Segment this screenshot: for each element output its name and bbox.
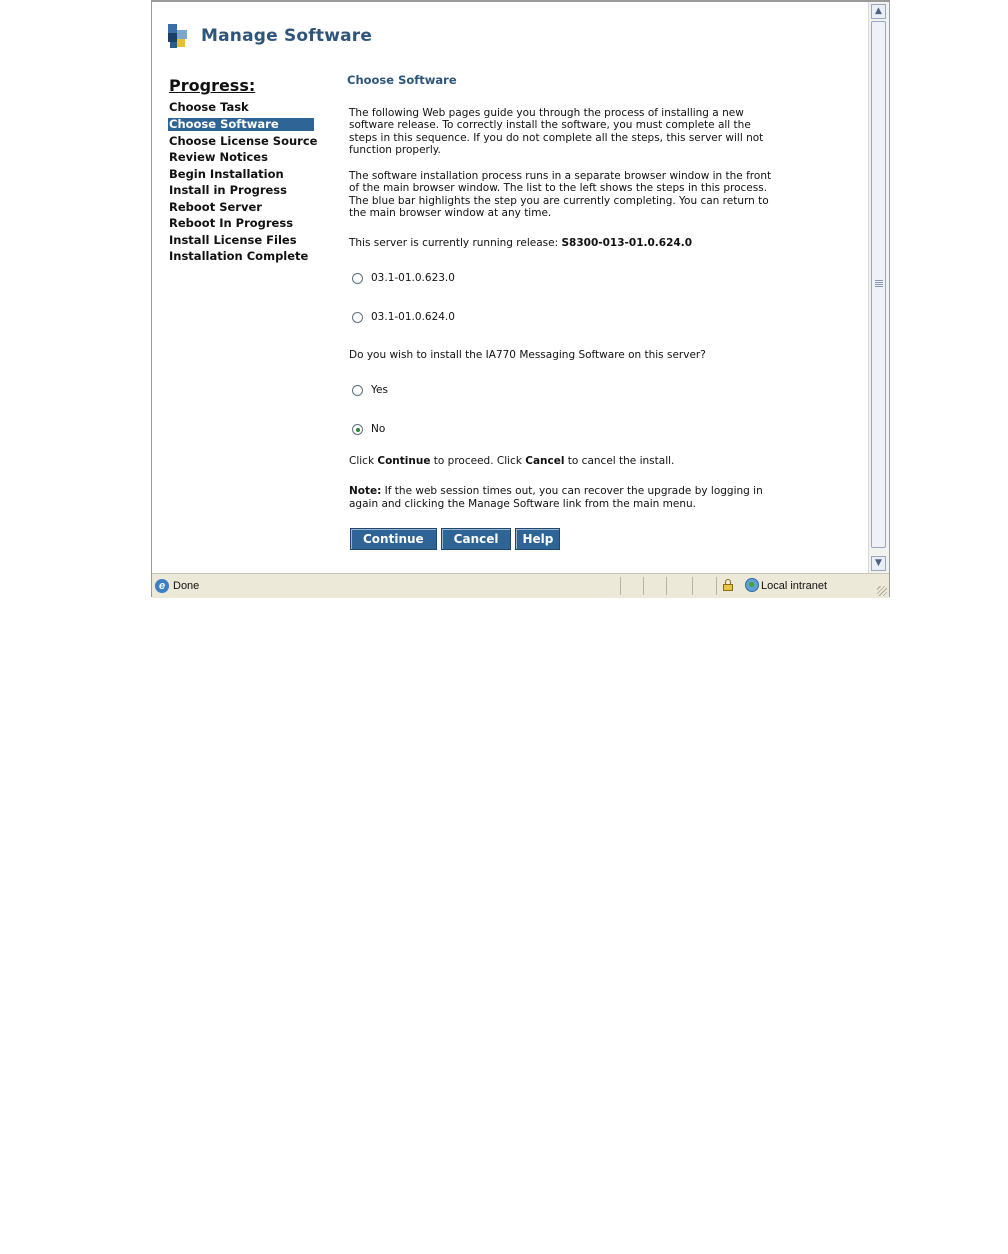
status-divider xyxy=(666,577,667,595)
step-installation-complete: Installation Complete xyxy=(169,249,309,263)
step-install-in-progress: Install in Progress xyxy=(169,183,287,197)
answer-yes-label: Yes xyxy=(371,384,388,397)
instr-part: to cancel the install. xyxy=(564,454,675,467)
status-text: Done xyxy=(173,580,200,592)
step-begin-installation: Begin Installation xyxy=(169,166,284,181)
cancel-button[interactable]: Cancel xyxy=(441,528,512,550)
step-review-notices: Review Notices xyxy=(169,150,268,164)
security-zone-text: Local intranet xyxy=(761,580,828,592)
ie-page-icon: e xyxy=(155,579,169,593)
release-option-624[interactable] xyxy=(352,310,782,324)
progress-sidebar xyxy=(168,76,318,265)
status-divider xyxy=(620,577,621,595)
radio-release-623[interactable] xyxy=(352,273,363,284)
radio-yes[interactable] xyxy=(352,385,363,396)
instr-continue: Continue xyxy=(377,454,431,467)
status-divider xyxy=(643,577,644,595)
browser-window xyxy=(151,0,890,597)
resize-grip-icon[interactable] xyxy=(877,586,887,596)
status-divider xyxy=(692,577,693,595)
instr-cancel: Cancel xyxy=(525,454,565,467)
scroll-thumb[interactable] xyxy=(871,21,886,548)
step-choose-software: Choose Software xyxy=(168,118,314,131)
messaging-question: Do you wish to install the IA770 Messaging Software on this server? xyxy=(349,349,706,361)
scroll-grip-icon xyxy=(875,280,883,288)
scroll-down-icon[interactable]: ▼ xyxy=(871,556,886,571)
current-release-line xyxy=(349,237,782,250)
page-title: Manage Software xyxy=(201,26,373,46)
release-option-label: 03.1-01.0.623.0 xyxy=(371,271,455,284)
process-info-text: The software installation process runs in a separate browser window in the front of the main browser window. The list to the left shows the steps in this process. The blue bar highlights the step you are currently completing. You can return to the main browser window at any time. xyxy=(349,169,772,219)
vertical-scrollbar[interactable] xyxy=(868,2,889,573)
answer-yes[interactable] xyxy=(352,384,782,398)
help-button[interactable]: Help xyxy=(515,528,560,550)
step-choose-license-source: Choose License Source xyxy=(169,133,318,148)
instr-part: Click xyxy=(349,454,378,467)
step-reboot-in-progress: Reboot In Progress xyxy=(169,216,294,230)
intro-text: The following Web pages guide you through the process of installing a new software release. To correctly install the software, you must complete all the steps in this sequence. If you do not complete all the steps, this server will not function properly. xyxy=(349,106,764,156)
progress-heading: Progress: xyxy=(169,76,256,95)
instr-part: to proceed. Click xyxy=(430,454,526,467)
step-reboot-server: Reboot Server xyxy=(169,199,262,214)
status-bar xyxy=(152,573,889,598)
app-logo-icon xyxy=(168,24,188,48)
action-buttons xyxy=(350,528,782,550)
continue-button[interactable]: Continue xyxy=(350,528,437,550)
step-choose-task: Choose Task xyxy=(169,100,249,114)
radio-no[interactable] xyxy=(352,424,363,435)
answer-no-label: No xyxy=(371,423,386,436)
release-option-623[interactable] xyxy=(352,271,782,285)
scroll-up-icon[interactable]: ▲ xyxy=(871,4,886,19)
status-divider xyxy=(716,577,717,595)
note-text: If the web session times out, you can recover the upgrade by logging in again and clicking the Manage Software link from the main menu. xyxy=(349,485,763,510)
release-option-label: 03.1-01.0.624.0 xyxy=(371,310,455,323)
current-release-value: S8300-013-01.0.624.0 xyxy=(561,236,692,249)
page-header xyxy=(168,24,372,48)
section-title: Choose Software xyxy=(347,73,457,87)
progress-steps xyxy=(168,99,318,265)
step-install-license-files: Install License Files xyxy=(169,232,297,247)
instructions-text xyxy=(349,455,782,468)
main-content xyxy=(347,74,782,550)
page-viewport xyxy=(152,2,868,573)
globe-icon xyxy=(745,578,759,592)
note-label: Note: xyxy=(349,485,382,497)
answer-no[interactable] xyxy=(352,423,782,437)
radio-release-624[interactable] xyxy=(352,312,363,323)
release-prefix: This server is currently running release: xyxy=(349,236,559,249)
timeout-note xyxy=(349,485,782,510)
lock-icon xyxy=(723,579,733,591)
